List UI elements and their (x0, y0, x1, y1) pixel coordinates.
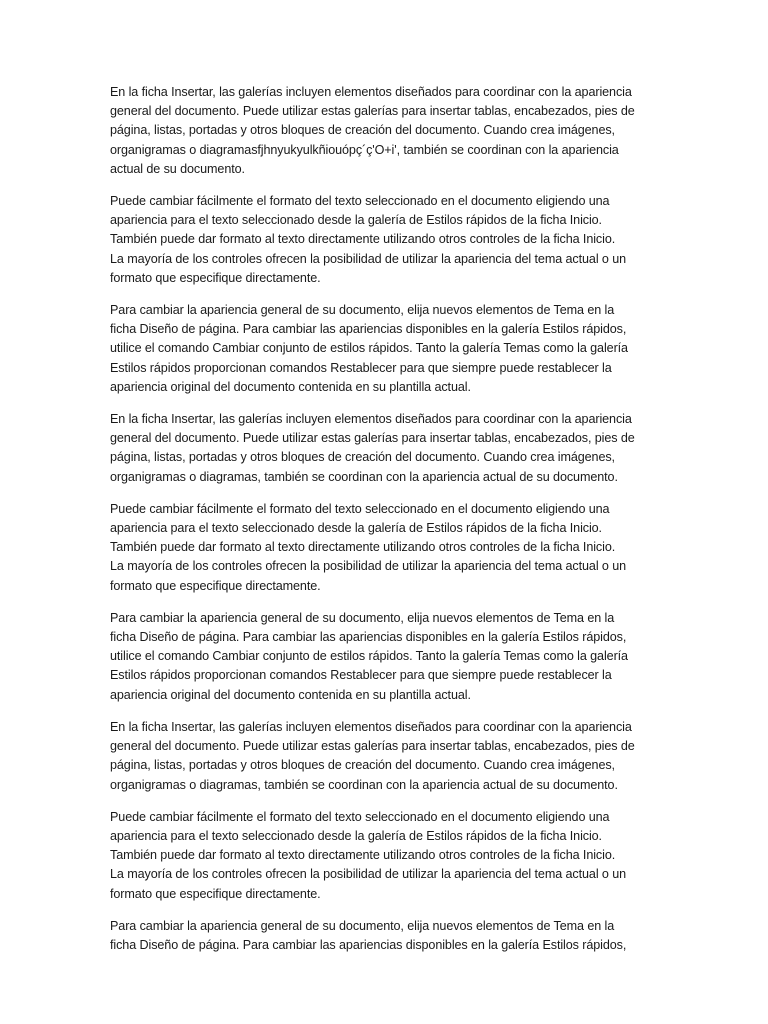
paragraph: Puede cambiar fácilmente el formato del texto seleccionado en el documento eligiendo una apariencia para el texto seleccionado desde la galería de Estilos rápidos de la ficha Inicio. También puede dar formato al texto directamente utilizando otros controles de la ficha Inicio. La mayoría de los controles ofrecen la posibilidad de utilizar la apariencia del tema actual o un formato que especifique directamente. (110, 194, 627, 285)
paragraph: Puede cambiar fácilmente el formato del texto seleccionado en el documento eligiendo una apariencia para el texto seleccionado desde la galería de Estilos rápidos de la ficha Inicio. También puede dar formato al texto directamente utilizando otros controles de la ficha Inicio. La mayoría de los controles ofrecen la posibilidad de utilizar la apariencia del tema actual o un formato que especifique directamente. (110, 809, 627, 901)
paragraph: En la ficha Insertar, las galerías incluyen elementos diseñados para coordinar con la apariencia general del documento. Puede utilizar estas galerías para insertar tablas, encabezados, pies de página, listas, portadas y otros bloques de creación del documento. Cuando crea imágenes, organigramas o diagramas, también se coordinan con la apariencia actual de su documento. (110, 719, 635, 792)
document-body (110, 83, 658, 968)
paragraph: Puede cambiar fácilmente el formato del texto seleccionado en el documento eligiendo una apariencia para el texto seleccionado desde la galería de Estilos rápidos de la ficha Inicio. También puede dar formato al texto directamente utilizando otros controles de la ficha Inicio. La mayoría de los controles ofrecen la posibilidad de utilizar la apariencia del tema actual o un formato que especifique directamente. (110, 501, 627, 593)
paragraph: En la ficha Insertar, las galerías incluyen elementos diseñados para coordinar con la apariencia general del documento. Puede utilizar estas galerías para insertar tablas, encabezados, pies de página, listas, portadas y otros bloques de creación del documento. Cuando crea imágenes, organigramas o diagramasfjhnyukyulkñiouópç´ç'O+i', también se coordinan con la apariencia actual de su documento. (110, 85, 635, 176)
paragraph: Para cambiar la apariencia general de su documento, elija nuevos elementos de Tema en la ficha Diseño de página. Para cambiar las apariencias disponibles en la galería Estilos rápidos, utilice el comando Cambiar conjunto de estilos rápidos. Tanto la galería Temas como la galería Estilos rápidos proporcionan comandos Restablecer para que siempre puede restablecer la apariencia original del documento contenida en su plantilla actual. (110, 303, 628, 394)
paragraph: En la ficha Insertar, las galerías incluyen elementos diseñados para coordinar con la apariencia general del documento. Puede utilizar estas galerías para insertar tablas, encabezados, pies de página, listas, portadas y otros bloques de creación del documento. Cuando crea imágenes, organigramas o diagramas, también se coordinan con la apariencia actual de su documento. (110, 412, 635, 484)
paragraph: Para cambiar la apariencia general de su documento, elija nuevos elementos de Tema en la ficha Diseño de página. Para cambiar las apariencias disponibles en la galería Estilos rápidos, utilice el comando Cambiar conjunto de estilos rápidos. Tanto la galería Temas como la galería Estilos rápidos proporcionan comandos Restablecer para que siempre puede restablecer la apariencia original del documento contenida en su plantilla actual. (110, 610, 628, 702)
paragraph: Para cambiar la apariencia general de su documento, elija nuevos elementos de Tema en la ficha Diseño de página. Para cambiar las apariencias disponibles en la galería Estilos rápidos, (110, 918, 627, 952)
